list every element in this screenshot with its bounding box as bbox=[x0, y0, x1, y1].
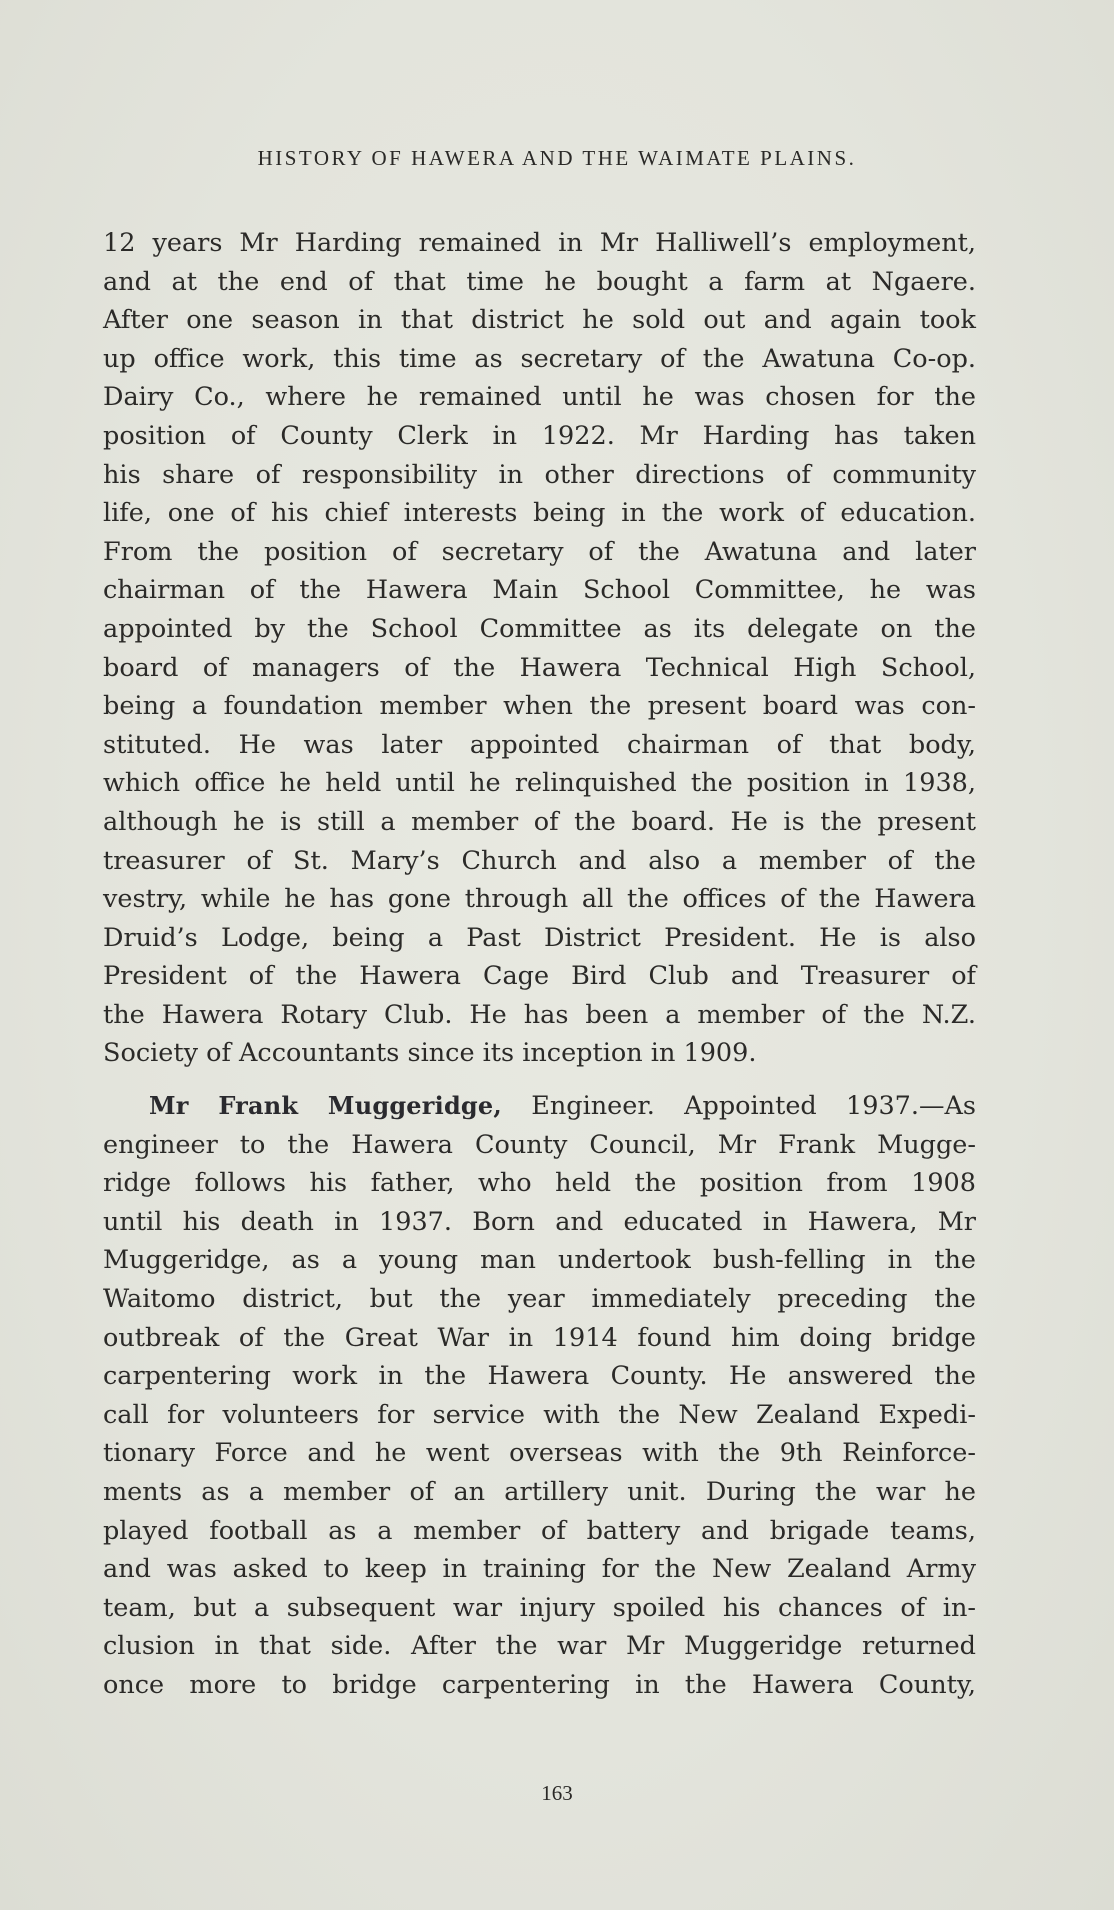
text-line: Muggeridge, as a young man undertook bush-felling in the bbox=[103, 1245, 976, 1276]
text-line: until his death in 1937. Born and educated in Hawera, Mr bbox=[103, 1206, 976, 1237]
text-line: stituted. He was later appointed chairman of that body, bbox=[103, 729, 976, 760]
body-text bbox=[103, 224, 976, 1705]
text-line: and at the end of that time he bought a farm at Ngaere. bbox=[103, 266, 976, 297]
text-line: Waitomo district, but the year immediately preceding the bbox=[103, 1284, 976, 1315]
text-run: Engineer. Appointed 1937.—As bbox=[501, 1091, 977, 1122]
text-line: Dairy Co., where he remained until he was chosen for the bbox=[103, 382, 976, 413]
text-line: position of County Clerk in 1922. Mr Harding has taken bbox=[103, 420, 976, 451]
text-line: carpentering work in the Hawera County. He answered the bbox=[103, 1361, 976, 1392]
text-line: board of managers of the Hawera Technical High School, bbox=[103, 652, 976, 683]
text-line: although he is still a member of the board. He is the present bbox=[103, 806, 976, 837]
person-name: Mr Frank Muggeridge, bbox=[149, 1091, 502, 1121]
text-line: treasurer of St. Mary’s Church and also a member of the bbox=[103, 845, 976, 876]
text-line: call for volunteers for service with the New Zealand Expedi- bbox=[103, 1399, 976, 1430]
page-number: 163 bbox=[541, 1781, 573, 1805]
text-line: Druid’s Lodge, being a Past District President. He is also bbox=[103, 922, 976, 953]
text-line: once more to bridge carpentering in the Hawera County, bbox=[103, 1669, 976, 1700]
text-line: 12 years Mr Harding remained in Mr Halliwell’s employment, bbox=[103, 228, 976, 258]
text-line: and was asked to keep in training for the New Zealand Army bbox=[103, 1554, 976, 1585]
text-line: After one season in that district he sold out and again took bbox=[103, 305, 976, 336]
text-line: chairman of the Hawera Main School Committee, he was bbox=[103, 575, 976, 606]
paragraph-muggeridge bbox=[103, 1087, 976, 1705]
text-line: played football as a member of battery and brigade teams, bbox=[103, 1515, 976, 1546]
text-line: up office work, this time as secretary of the Awatuna Co-op. bbox=[103, 343, 976, 374]
text-line: which office he held until he relinquished the position in 1938, bbox=[103, 768, 976, 799]
paragraph-harding bbox=[103, 224, 976, 1073]
running-head: HISTORY OF HAWERA AND THE WAIMATE PLAINS. bbox=[257, 146, 857, 170]
text-line: the Hawera Rotary Club. He has been a member of the N.Z. bbox=[103, 999, 976, 1030]
text-line: tionary Force and he went overseas with the 9th Reinforce- bbox=[103, 1438, 976, 1469]
text-line: outbreak of the Great War in 1914 found him doing bridge bbox=[103, 1322, 976, 1353]
text-line: President of the Hawera Cage Bird Club and Treasurer of bbox=[103, 961, 976, 992]
text-line: clusion in that side. After the war Mr Muggeridge returned bbox=[103, 1631, 976, 1662]
text-line: Society of Accountants since its inception in 1909. bbox=[103, 1038, 757, 1069]
text-line: ments as a member of an artillery unit. During the war he bbox=[103, 1477, 976, 1507]
text-line: team, but a subsequent war injury spoiled his chances of in- bbox=[103, 1592, 976, 1623]
text-line: vestry, while he has gone through all the offices of the Hawera bbox=[103, 884, 976, 915]
paragraph-spacer bbox=[103, 1073, 976, 1087]
text-line: his share of responsibility in other directions of community bbox=[103, 459, 976, 490]
text-line-first bbox=[103, 1087, 976, 1126]
text-line: appointed by the School Committee as its delegate on the bbox=[103, 613, 976, 644]
text-line: From the position of secretary of the Awatuna and later bbox=[103, 536, 976, 567]
text-line: engineer to the Hawera County Council, Mr Frank Mugge- bbox=[103, 1129, 976, 1160]
text-line: being a foundation member when the present board was con- bbox=[103, 691, 976, 722]
text-line: life, one of his chief interests being in the work of education. bbox=[103, 498, 976, 529]
text-line: ridge follows his father, who held the position from 1908 bbox=[103, 1168, 976, 1199]
